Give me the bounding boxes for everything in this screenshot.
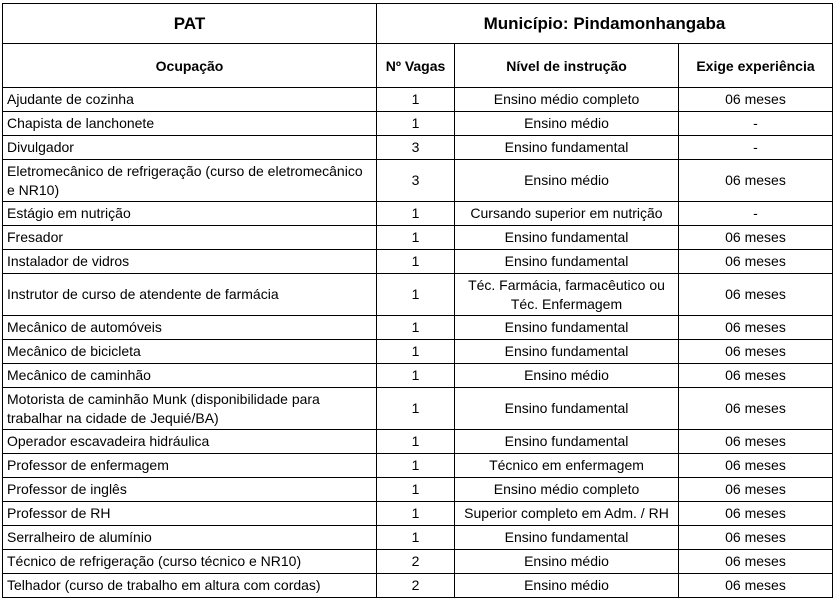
table-row [3,364,833,388]
table-row [3,478,833,502]
table-title-row [3,4,833,44]
cell-occupation: Estágio em nutrição [3,202,377,226]
cell-education: Ensino fundamental [455,316,679,340]
table-row [3,160,833,202]
cell-education: Ensino médio completo [455,88,679,112]
table-row [3,226,833,250]
header-occupation: Ocupação [3,44,377,88]
cell-occupation: Mecânico de automóveis [3,316,377,340]
cell-occupation: Professor de RH [3,502,377,526]
cell-experience: 06 meses [679,430,833,454]
cell-education: Ensino médio [455,574,679,598]
cell-education: Ensino fundamental [455,526,679,550]
cell-vacancies: 1 [377,388,455,430]
table-row [3,88,833,112]
table-row [3,574,833,598]
cell-occupation: Professor de inglês [3,478,377,502]
cell-occupation: Chapista de lanchonete [3,112,377,136]
cell-vacancies: 1 [377,364,455,388]
cell-occupation: Mecânico de caminhão [3,364,377,388]
cell-experience: 06 meses [679,316,833,340]
table-row [3,202,833,226]
cell-education: Ensino fundamental [455,250,679,274]
cell-education: Ensino fundamental [455,340,679,364]
cell-occupation: Fresador [3,226,377,250]
cell-education: Superior completo em Adm. / RH [455,502,679,526]
cell-education: Ensino fundamental [455,388,679,430]
cell-experience: 06 meses [679,388,833,430]
cell-education: Ensino fundamental [455,136,679,160]
cell-occupation: Ajudante de cozinha [3,88,377,112]
cell-vacancies: 2 [377,550,455,574]
cell-vacancies: 3 [377,160,455,202]
cell-occupation: Divulgador [3,136,377,160]
table-row [3,550,833,574]
cell-experience: 06 meses [679,550,833,574]
table-row [3,430,833,454]
table-row [3,316,833,340]
cell-education: Ensino médio completo [455,478,679,502]
cell-education: Ensino médio [455,364,679,388]
cell-education: Técnico em enfermagem [455,454,679,478]
table-row [3,136,833,160]
cell-vacancies: 1 [377,526,455,550]
header-experience: Exige experiência [679,44,833,88]
cell-vacancies: 1 [377,454,455,478]
cell-occupation: Mecânico de bicicleta [3,340,377,364]
cell-experience: 06 meses [679,364,833,388]
cell-experience: 06 meses [679,574,833,598]
table-row [3,340,833,364]
cell-vacancies: 1 [377,478,455,502]
cell-education: Cursando superior em nutrição [455,202,679,226]
cell-experience: 06 meses [679,526,833,550]
cell-education: Ensino médio [455,160,679,202]
cell-occupation: Professor de enfermagem [3,454,377,478]
cell-experience: 06 meses [679,250,833,274]
table-row [3,526,833,550]
cell-vacancies: 1 [377,430,455,454]
cell-occupation: Técnico de refrigeração (curso técnico e NR10) [3,550,377,574]
table-row [3,388,833,430]
cell-vacancies: 1 [377,340,455,364]
cell-vacancies: 3 [377,136,455,160]
cell-vacancies: 1 [377,202,455,226]
cell-vacancies: 1 [377,274,455,316]
job-vacancies-table [2,3,833,598]
cell-experience: 06 meses [679,340,833,364]
cell-experience: 06 meses [679,478,833,502]
table-row [3,274,833,316]
municipality-title: Município: Pindamonhangaba [377,4,833,44]
cell-occupation: Telhador (curso de trabalho em altura com cordas) [3,574,377,598]
cell-occupation: Serralheiro de alumínio [3,526,377,550]
cell-education: Téc. Farmácia, farmacêutico ou Téc. Enfermagem [455,274,679,316]
pat-title: PAT [3,4,377,44]
table-header-row [3,44,833,88]
cell-experience: - [679,202,833,226]
cell-vacancies: 1 [377,112,455,136]
cell-experience: 06 meses [679,502,833,526]
table-row [3,250,833,274]
cell-vacancies: 2 [377,574,455,598]
cell-experience: 06 meses [679,226,833,250]
cell-occupation: Instrutor de curso de atendente de farmácia [3,274,377,316]
cell-experience: 06 meses [679,454,833,478]
cell-education: Ensino fundamental [455,226,679,250]
cell-vacancies: 1 [377,226,455,250]
cell-vacancies: 1 [377,250,455,274]
cell-occupation: Eletromecânico de refrigeração (curso de eletromecânico e NR10) [3,160,377,202]
cell-education: Ensino médio [455,112,679,136]
cell-occupation: Motorista de caminhão Munk (disponibilidade para trabalhar na cidade de Jequié/BA) [3,388,377,430]
cell-education: Ensino médio [455,550,679,574]
cell-experience: - [679,136,833,160]
cell-experience: 06 meses [679,160,833,202]
header-education: Nível de instrução [455,44,679,88]
table-row [3,502,833,526]
table-row [3,454,833,478]
table-row [3,112,833,136]
cell-vacancies: 1 [377,88,455,112]
cell-vacancies: 1 [377,316,455,340]
cell-experience: 06 meses [679,274,833,316]
cell-experience: 06 meses [679,88,833,112]
cell-occupation: Instalador de vidros [3,250,377,274]
cell-experience: - [679,112,833,136]
header-vacancies: Nº Vagas [377,44,455,88]
cell-education: Ensino fundamental [455,430,679,454]
cell-vacancies: 1 [377,502,455,526]
cell-occupation: Operador escavadeira hidráulica [3,430,377,454]
